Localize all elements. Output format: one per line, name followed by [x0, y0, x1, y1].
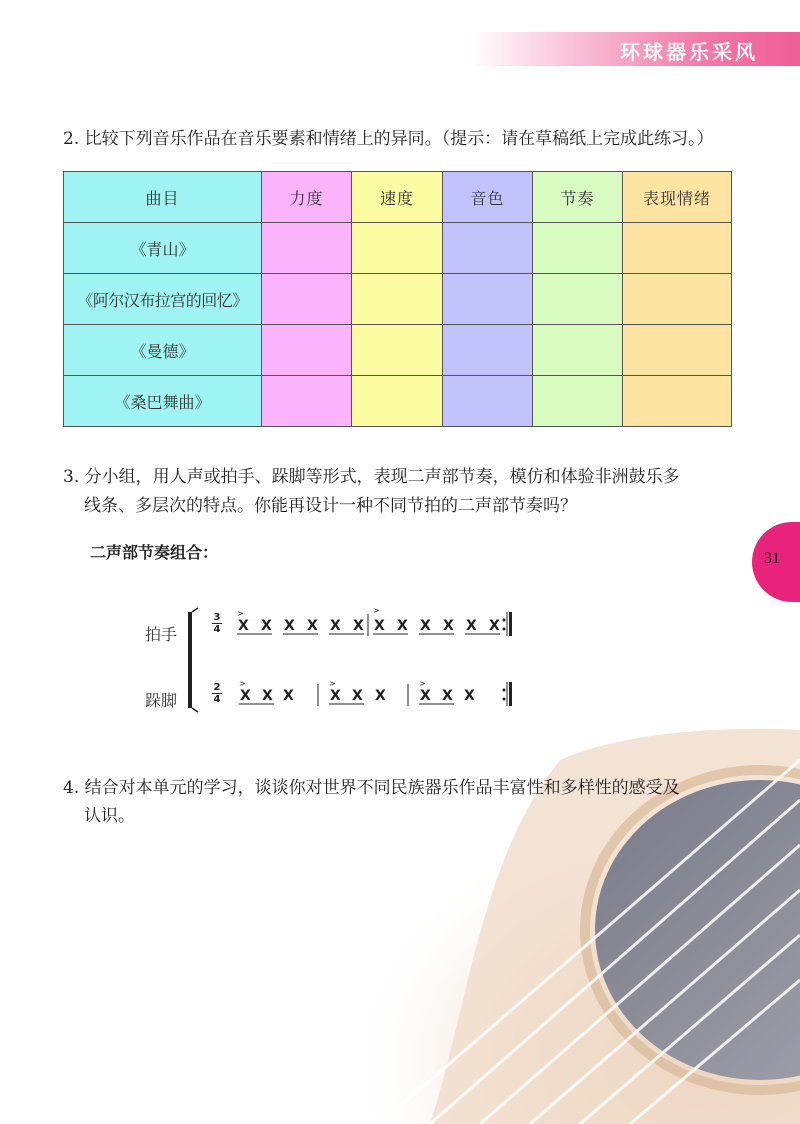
- stomp-meter-bottom: 4: [213, 694, 221, 705]
- answer-cell[interactable]: [623, 274, 732, 325]
- piece-title-cell: 《桑巴舞曲》: [64, 376, 262, 427]
- header-cell: 速度: [352, 172, 443, 223]
- svg-text:>: >: [329, 679, 336, 688]
- svg-text:X: X: [420, 618, 431, 634]
- header-cell: 表现情绪: [623, 172, 732, 223]
- comparison-table: [63, 171, 732, 427]
- answer-cell[interactable]: [623, 325, 732, 376]
- svg-text:X: X: [352, 688, 363, 704]
- answer-cell[interactable]: [262, 274, 352, 325]
- table-row: [64, 223, 732, 274]
- header-cell: 曲目: [64, 172, 262, 223]
- stomp-rhythm-line: [239, 679, 512, 706]
- answer-cell[interactable]: [533, 223, 623, 274]
- rhythm-heading: 二声部节奏组合：: [90, 543, 219, 562]
- table-row: [64, 274, 732, 325]
- answer-cell[interactable]: [352, 325, 443, 376]
- answer-cell[interactable]: [262, 325, 352, 376]
- svg-text:X: X: [464, 688, 475, 704]
- svg-text:X: X: [442, 688, 453, 704]
- svg-text:X: X: [261, 618, 272, 634]
- header-banner: [470, 32, 800, 66]
- header-title: 环球器乐采风: [620, 40, 758, 64]
- question-4-line-2: 认识。: [84, 806, 135, 826]
- answer-cell[interactable]: [533, 376, 623, 427]
- stomp-meter-top: 2: [213, 682, 221, 693]
- rhythm-score: [180, 600, 540, 720]
- score-bracket: [188, 608, 198, 712]
- clap-part-label: 拍手: [145, 625, 178, 644]
- svg-text:X: X: [397, 618, 408, 634]
- stomp-part-label: 跺脚: [145, 691, 178, 710]
- svg-text:X: X: [374, 618, 385, 634]
- svg-text:>: >: [373, 606, 380, 615]
- table-header-row: [64, 172, 732, 223]
- svg-text:X: X: [375, 688, 386, 704]
- answer-cell[interactable]: [352, 274, 443, 325]
- answer-cell[interactable]: [623, 223, 732, 274]
- svg-text:X: X: [238, 618, 249, 634]
- question-3-line-2: 线条、多层次的特点。你能再设计一种不同节拍的二声部节奏吗？: [84, 496, 577, 516]
- table-row: [64, 376, 732, 427]
- answer-cell[interactable]: [443, 223, 533, 274]
- svg-text:X: X: [489, 618, 500, 634]
- piece-title-cell: 《阿尔汉布拉宫的回忆》: [64, 274, 262, 325]
- svg-text:>: >: [419, 679, 426, 688]
- answer-cell[interactable]: [443, 325, 533, 376]
- svg-text:X: X: [420, 688, 431, 704]
- svg-text:X: X: [240, 688, 251, 704]
- header-cell: 节奏: [533, 172, 623, 223]
- question-4-line-1: 4. 结合对本单元的学习，谈谈你对世界不同民族器乐作品丰富性和多样性的感受及: [63, 778, 680, 798]
- svg-text:X: X: [330, 618, 341, 634]
- header-cell: 力度: [262, 172, 352, 223]
- answer-cell[interactable]: [262, 223, 352, 274]
- clap-rhythm-line: [237, 606, 512, 636]
- clap-meter-bottom: 4: [213, 624, 221, 635]
- clap-meter-top: 3: [213, 612, 221, 623]
- answer-cell[interactable]: [352, 376, 443, 427]
- svg-text:X: X: [330, 688, 341, 704]
- svg-text:X: X: [466, 618, 477, 634]
- answer-cell[interactable]: [533, 274, 623, 325]
- piece-title-cell: 《曼德》: [64, 325, 262, 376]
- answer-cell[interactable]: [443, 274, 533, 325]
- answer-cell[interactable]: [352, 223, 443, 274]
- svg-text:X: X: [283, 688, 294, 704]
- answer-cell[interactable]: [443, 376, 533, 427]
- page-number: 31: [764, 550, 780, 567]
- question-3-line-1: 3. 分小组，用人声或拍手、跺脚等形式，表现二声部节奏，模仿和体验非洲鼓乐多: [63, 467, 680, 487]
- svg-text:X: X: [443, 618, 454, 634]
- svg-text:>: >: [239, 679, 246, 688]
- svg-text:X: X: [262, 688, 273, 704]
- answer-cell[interactable]: [533, 325, 623, 376]
- answer-cell[interactable]: [262, 376, 352, 427]
- answer-cell[interactable]: [623, 376, 732, 427]
- svg-text:>: >: [237, 609, 244, 618]
- piece-title-cell: 《青山》: [64, 223, 262, 274]
- question-2: 2. 比较下列音乐作品在音乐要素和情绪上的异同。（提示：请在草稿纸上完成此练习。）: [63, 129, 714, 149]
- svg-text:X: X: [307, 618, 318, 634]
- header-cell: 音色: [443, 172, 533, 223]
- svg-text:X: X: [284, 618, 295, 634]
- svg-text:X: X: [353, 618, 364, 634]
- table-row: [64, 325, 732, 376]
